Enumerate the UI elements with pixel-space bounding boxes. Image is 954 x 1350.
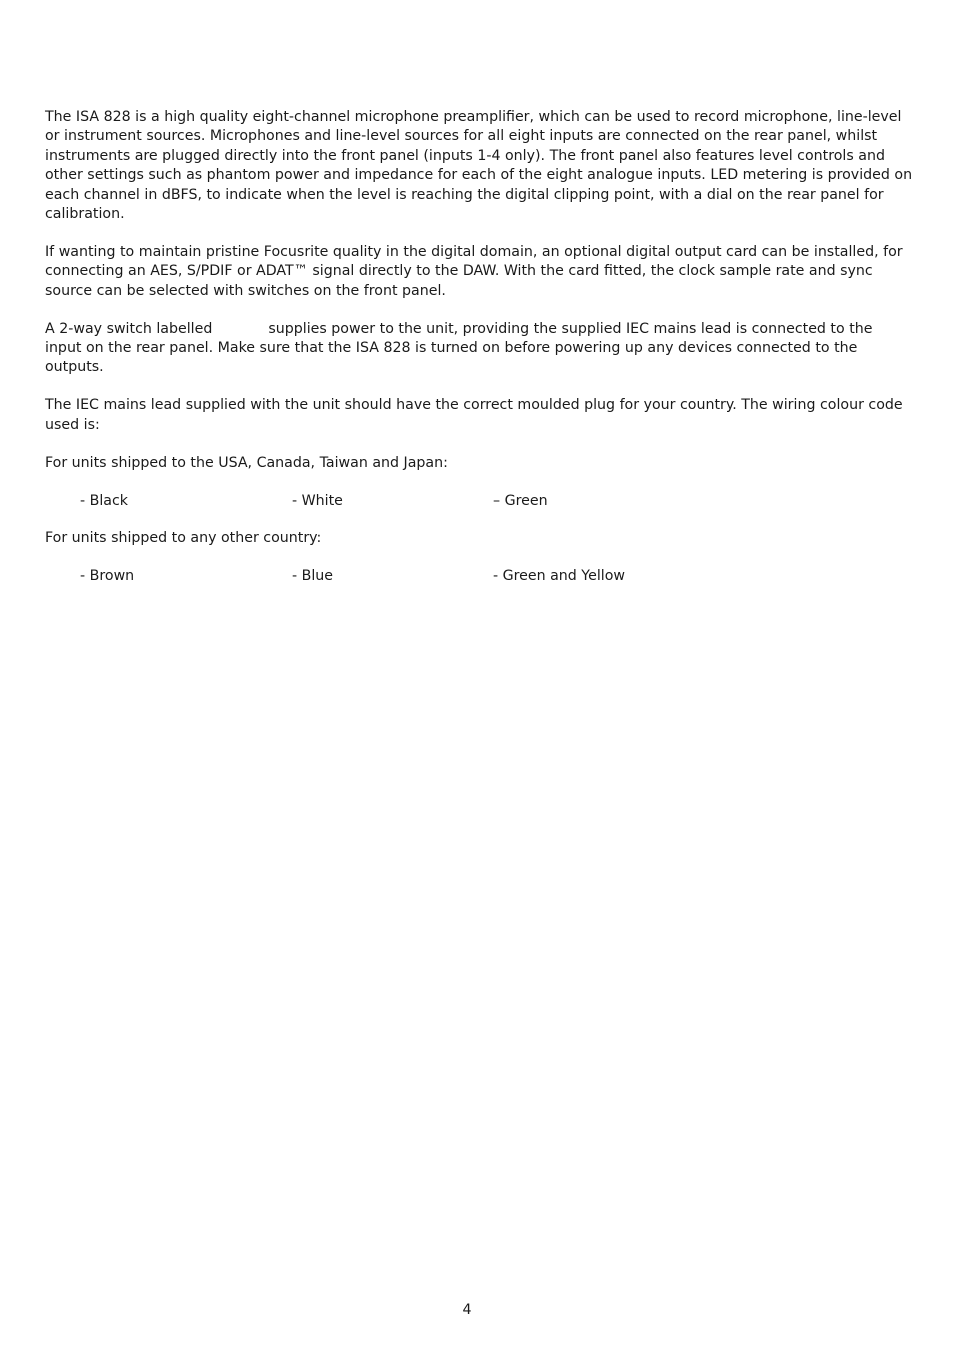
mains-lead-paragraph: The IEC mains lead supplied with the unit should have the correct moulded plug for your country. The wiring colour code used is: (45, 397, 903, 433)
usa-live-colour: - Black (80, 492, 129, 509)
page-number: 4 (462, 1302, 472, 1318)
power-switch-paragraph (45, 320, 913, 378)
other-earth-colour: - Green and Yellow (493, 568, 625, 585)
intro-paragraph: The ISA 828 is a high quality eight-channel microphone preamplifier, which can be used to record microphone, line-level or instrument sources. Microphones and line-level sources for all eight inputs are connected on the rear panel, whilst instruments are plugged directly into the front panel (inputs 1-4 only). The front panel also features level controls and other settings such as phantom power and impedance for each of the eight analogue inputs. LED metering is provided on each channel in dBFS, to indicate when the level is reaching the digital clipping point, with a dial on the rear panel for calibration. (45, 109, 913, 223)
power-switch-text-end: supplies power to the unit, providing the supplied IEC mains lead is connected to the input on the rear panel. Make sure that the ISA 828 is turned on before powering up any devices connected to the outputs. (45, 320, 873, 376)
usa-earth-colour: – Green (493, 492, 548, 509)
power-switch-text-start: A 2-way switch labelled (45, 320, 213, 337)
usa-neutral-colour: - White (292, 492, 343, 509)
digital-output-paragraph: If wanting to maintain pristine Focusrite quality in the digital domain, an optional digital output card can be installed, for connecting an AES, S/PDIF or ADAT™ signal directly to the DAW. With the card fitted, the clock sample rate and sync source can be selected with switches on the front panel. (45, 243, 903, 299)
other-live-colour: - Brown (80, 568, 135, 585)
usa-wiring-row (45, 492, 913, 511)
document-body (45, 108, 913, 605)
other-wiring-heading: For units shipped to any other country: (45, 530, 322, 547)
other-neutral-colour: - Blue (292, 568, 334, 585)
other-wiring-row (45, 567, 913, 586)
usa-wiring-heading: For units shipped to the USA, Canada, Taiwan and Japan: (45, 454, 448, 471)
